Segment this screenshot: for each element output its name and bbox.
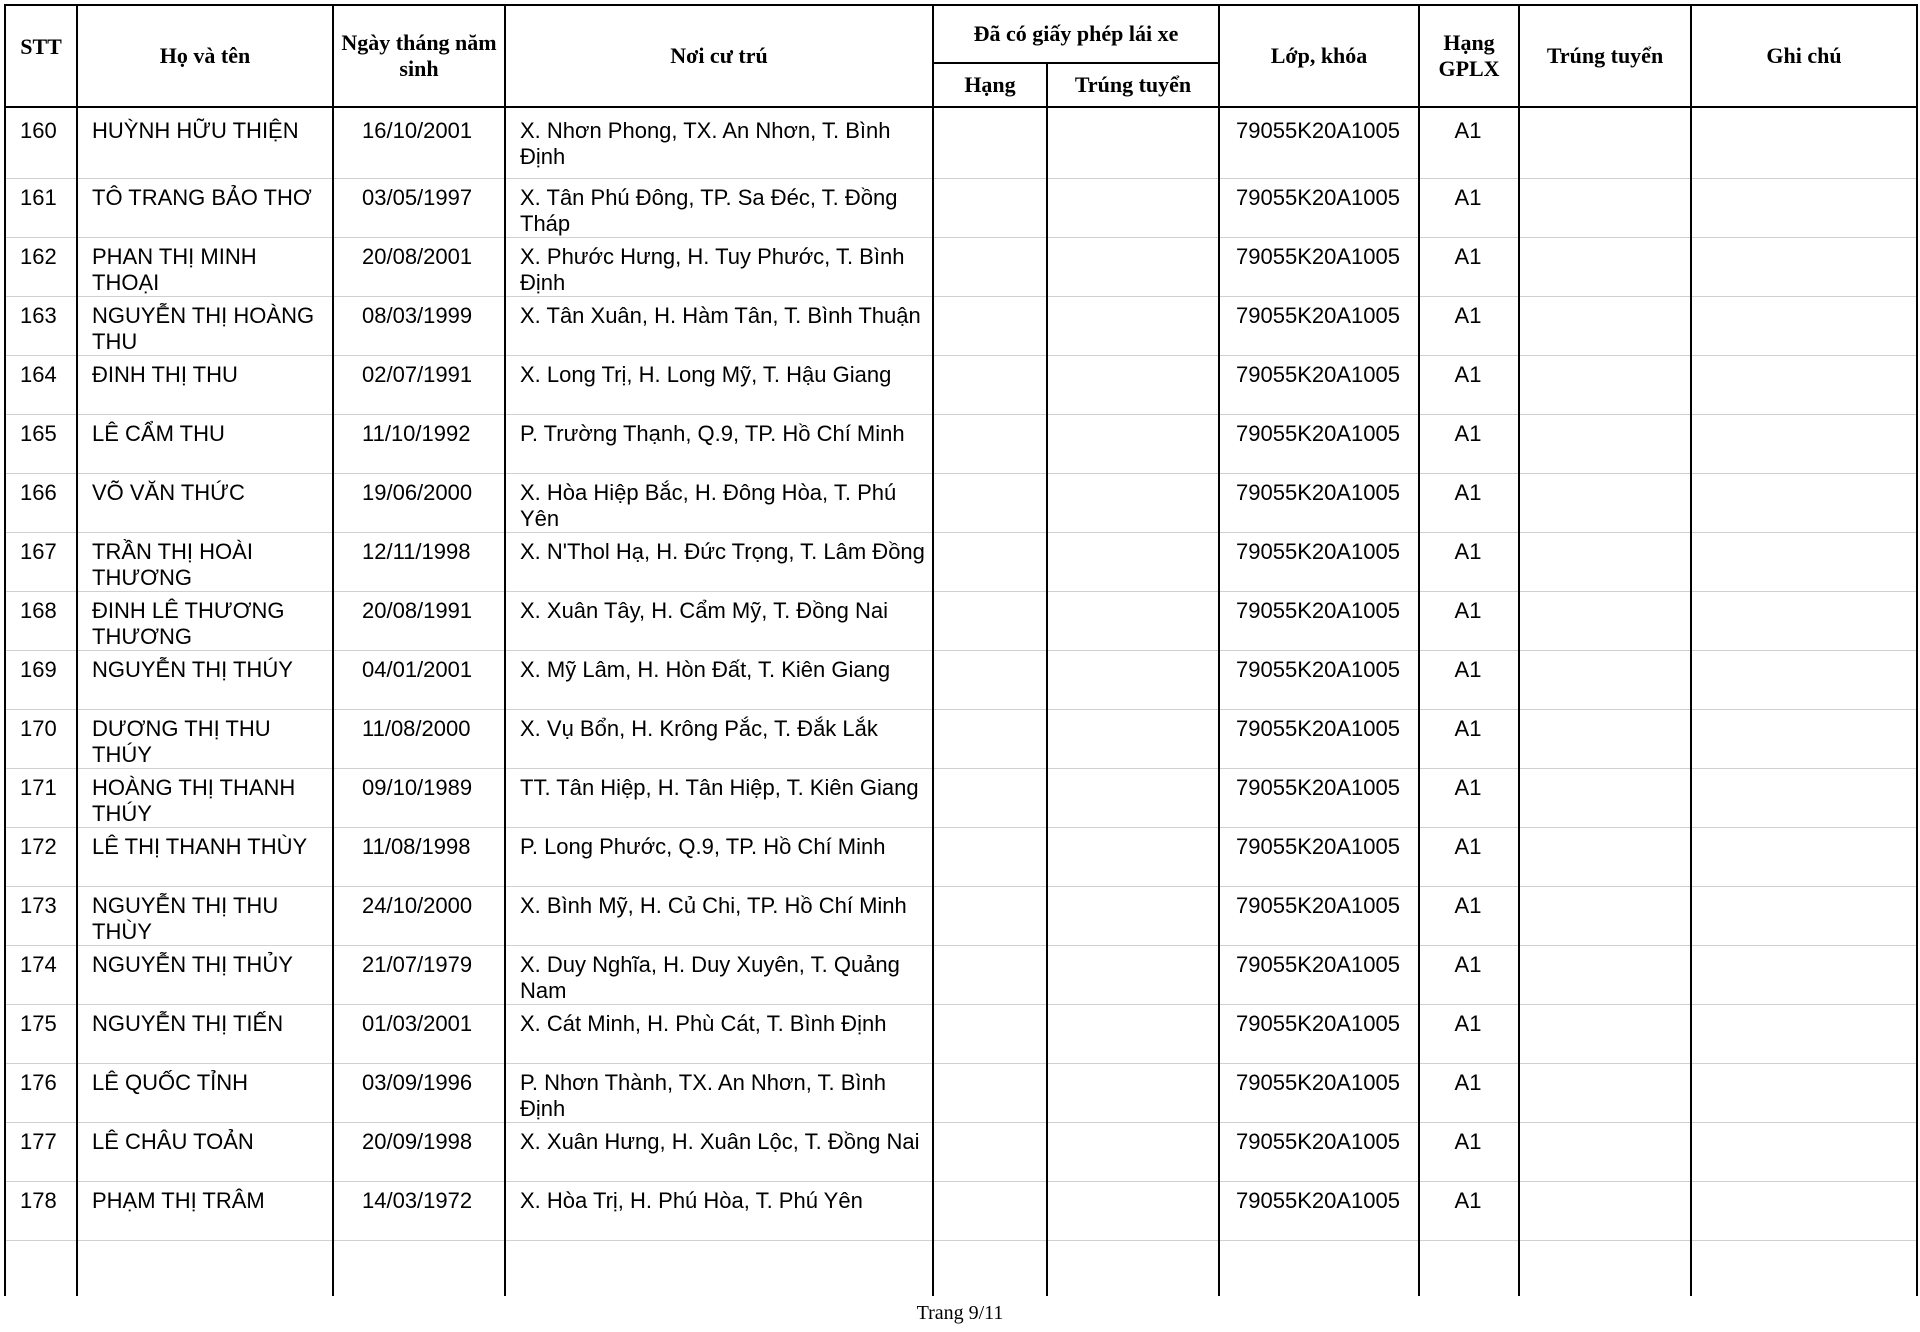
name-cell: TÔ TRANG BẢO THƠ xyxy=(77,178,333,237)
table-row xyxy=(5,107,1917,178)
note-cell xyxy=(1691,178,1917,237)
passed-cell xyxy=(1519,414,1691,473)
gplx-cell: A1 xyxy=(1419,827,1519,886)
license-passed-cell xyxy=(1047,768,1219,827)
stt-cell: 171 xyxy=(5,768,77,827)
table-row xyxy=(5,237,1917,296)
passed-cell xyxy=(1519,1181,1691,1240)
name-cell: ĐINH THỊ THU xyxy=(77,355,333,414)
residence-cell: X. Nhơn Phong, TX. An Nhơn, T. Bình Định xyxy=(505,107,933,178)
empty-row xyxy=(5,1240,1917,1296)
residence-cell: X. Cát Minh, H. Phù Cát, T. Bình Định xyxy=(505,1004,933,1063)
name-cell: DƯƠNG THỊ THU THÚY xyxy=(77,709,333,768)
license-rank-cell xyxy=(933,1181,1047,1240)
empty-cell xyxy=(1047,1240,1219,1296)
note-cell xyxy=(1691,768,1917,827)
class-cell: 79055K20A1005 xyxy=(1219,886,1419,945)
stt-cell: 170 xyxy=(5,709,77,768)
passed-cell xyxy=(1519,178,1691,237)
license-rank-cell xyxy=(933,107,1047,178)
table-row xyxy=(5,591,1917,650)
class-cell: 79055K20A1005 xyxy=(1219,355,1419,414)
dob-cell: 21/07/1979 xyxy=(333,945,505,1004)
class-cell: 79055K20A1005 xyxy=(1219,945,1419,1004)
table-row xyxy=(5,1181,1917,1240)
name-cell: NGUYỄN THỊ THÚY xyxy=(77,650,333,709)
gplx-cell: A1 xyxy=(1419,414,1519,473)
gplx-cell: A1 xyxy=(1419,591,1519,650)
stt-cell: 174 xyxy=(5,945,77,1004)
class-cell: 79055K20A1005 xyxy=(1219,296,1419,355)
passed-cell xyxy=(1519,473,1691,532)
license-passed-cell xyxy=(1047,414,1219,473)
passed-cell xyxy=(1519,1004,1691,1063)
residence-cell: TT. Tân Hiệp, H. Tân Hiệp, T. Kiên Giang xyxy=(505,768,933,827)
residence-cell: X. Vụ Bổn, H. Krông Pắc, T. Đắk Lắk xyxy=(505,709,933,768)
table-row xyxy=(5,414,1917,473)
dob-cell: 14/03/1972 xyxy=(333,1181,505,1240)
class-cell: 79055K20A1005 xyxy=(1219,650,1419,709)
license-rank-cell xyxy=(933,591,1047,650)
empty-cell xyxy=(333,1240,505,1296)
license-passed-cell xyxy=(1047,1181,1219,1240)
license-passed-cell xyxy=(1047,107,1219,178)
roster-table xyxy=(4,4,1918,1296)
license-rank-cell xyxy=(933,414,1047,473)
license-passed-cell xyxy=(1047,296,1219,355)
gplx-cell: A1 xyxy=(1419,473,1519,532)
table-row xyxy=(5,355,1917,414)
table-row xyxy=(5,886,1917,945)
dob-cell: 04/01/2001 xyxy=(333,650,505,709)
license-rank-cell xyxy=(933,768,1047,827)
note-cell xyxy=(1691,709,1917,768)
class-cell: 79055K20A1005 xyxy=(1219,237,1419,296)
name-cell: PHẠM THỊ TRÂM xyxy=(77,1181,333,1240)
stt-cell: 161 xyxy=(5,178,77,237)
gplx-cell: A1 xyxy=(1419,355,1519,414)
class-cell: 79055K20A1005 xyxy=(1219,768,1419,827)
stt-cell: 165 xyxy=(5,414,77,473)
stt-cell: 167 xyxy=(5,532,77,591)
empty-cell xyxy=(1419,1240,1519,1296)
residence-cell: X. Xuân Tây, H. Cẩm Mỹ, T. Đồng Nai xyxy=(505,591,933,650)
license-rank-cell xyxy=(933,1004,1047,1063)
license-passed-cell xyxy=(1047,827,1219,886)
residence-cell: P. Nhơn Thành, TX. An Nhơn, T. Bình Định xyxy=(505,1063,933,1122)
residence-cell: X. Tân Phú Đông, TP. Sa Đéc, T. Đồng Tháp xyxy=(505,178,933,237)
dob-cell: 20/09/1998 xyxy=(333,1122,505,1181)
stt-cell: 176 xyxy=(5,1063,77,1122)
gplx-cell: A1 xyxy=(1419,178,1519,237)
residence-cell: X. Long Trị, H. Long Mỹ, T. Hậu Giang xyxy=(505,355,933,414)
header-license-passed: Trúng tuyển xyxy=(1047,63,1219,107)
class-cell: 79055K20A1005 xyxy=(1219,532,1419,591)
license-rank-cell xyxy=(933,945,1047,1004)
header-note: Ghi chú xyxy=(1691,5,1917,107)
gplx-cell: A1 xyxy=(1419,532,1519,591)
class-cell: 79055K20A1005 xyxy=(1219,591,1419,650)
license-rank-cell xyxy=(933,1122,1047,1181)
table-row xyxy=(5,1063,1917,1122)
residence-cell: X. Phước Hưng, H. Tuy Phước, T. Bình Định xyxy=(505,237,933,296)
residence-cell: X. Tân Xuân, H. Hàm Tân, T. Bình Thuận xyxy=(505,296,933,355)
residence-cell: X. Bình Mỹ, H. Củ Chi, TP. Hồ Chí Minh xyxy=(505,886,933,945)
stt-cell: 166 xyxy=(5,473,77,532)
dob-cell: 20/08/1991 xyxy=(333,591,505,650)
stt-cell: 177 xyxy=(5,1122,77,1181)
table-row xyxy=(5,827,1917,886)
license-passed-cell xyxy=(1047,1122,1219,1181)
license-passed-cell xyxy=(1047,591,1219,650)
class-cell: 79055K20A1005 xyxy=(1219,1063,1419,1122)
license-passed-cell xyxy=(1047,532,1219,591)
name-cell: TRẦN THỊ HOÀI THƯƠNG xyxy=(77,532,333,591)
class-cell: 79055K20A1005 xyxy=(1219,107,1419,178)
name-cell: LÊ CẨM THU xyxy=(77,414,333,473)
name-cell: NGUYỄN THỊ THỦY xyxy=(77,945,333,1004)
table-row xyxy=(5,709,1917,768)
name-cell: NGUYỄN THỊ THU THÙY xyxy=(77,886,333,945)
license-passed-cell xyxy=(1047,355,1219,414)
residence-cell: X. N'Thol Hạ, H. Đức Trọng, T. Lâm Đồng xyxy=(505,532,933,591)
passed-cell xyxy=(1519,768,1691,827)
table-row xyxy=(5,945,1917,1004)
license-passed-cell xyxy=(1047,237,1219,296)
table-row xyxy=(5,1004,1917,1063)
name-cell: ĐINH LÊ THƯƠNG THƯƠNG xyxy=(77,591,333,650)
empty-cell xyxy=(933,1240,1047,1296)
license-passed-cell xyxy=(1047,1063,1219,1122)
page-number: Trang 9/11 xyxy=(916,1302,1004,1324)
license-passed-cell xyxy=(1047,473,1219,532)
license-passed-cell xyxy=(1047,1004,1219,1063)
passed-cell xyxy=(1519,532,1691,591)
passed-cell xyxy=(1519,355,1691,414)
header-residence: Nơi cư trú xyxy=(505,5,933,107)
table-row xyxy=(5,473,1917,532)
empty-cell xyxy=(505,1240,933,1296)
passed-cell xyxy=(1519,296,1691,355)
note-cell xyxy=(1691,296,1917,355)
note-cell xyxy=(1691,1004,1917,1063)
license-rank-cell xyxy=(933,355,1047,414)
residence-cell: P. Trường Thạnh, Q.9, TP. Hồ Chí Minh xyxy=(505,414,933,473)
header-license-group: Đã có giấy phép lái xe xyxy=(933,5,1219,63)
note-cell xyxy=(1691,414,1917,473)
name-cell: PHAN THỊ MINH THOẠI xyxy=(77,237,333,296)
stt-cell: 173 xyxy=(5,886,77,945)
license-rank-cell xyxy=(933,827,1047,886)
passed-cell xyxy=(1519,1063,1691,1122)
license-passed-cell xyxy=(1047,945,1219,1004)
empty-cell xyxy=(1219,1240,1419,1296)
table-row xyxy=(5,296,1917,355)
table-header xyxy=(5,5,1917,107)
name-cell: HUỲNH HỮU THIỆN xyxy=(77,107,333,178)
dob-cell: 11/10/1992 xyxy=(333,414,505,473)
dob-cell: 03/09/1996 xyxy=(333,1063,505,1122)
stt-cell: 178 xyxy=(5,1181,77,1240)
note-cell xyxy=(1691,591,1917,650)
note-cell xyxy=(1691,532,1917,591)
license-rank-cell xyxy=(933,237,1047,296)
passed-cell xyxy=(1519,650,1691,709)
name-cell: LÊ THỊ THANH THÙY xyxy=(77,827,333,886)
residence-cell: X. Xuân Hưng, H. Xuân Lộc, T. Đồng Nai xyxy=(505,1122,933,1181)
license-passed-cell xyxy=(1047,178,1219,237)
table-row xyxy=(5,532,1917,591)
residence-cell: X. Mỹ Lâm, H. Hòn Đất, T. Kiên Giang xyxy=(505,650,933,709)
license-passed-cell xyxy=(1047,709,1219,768)
gplx-cell: A1 xyxy=(1419,237,1519,296)
dob-cell: 19/06/2000 xyxy=(333,473,505,532)
class-cell: 79055K20A1005 xyxy=(1219,473,1419,532)
note-cell xyxy=(1691,1181,1917,1240)
dob-cell: 11/08/1998 xyxy=(333,827,505,886)
license-rank-cell xyxy=(933,709,1047,768)
passed-cell xyxy=(1519,591,1691,650)
gplx-cell: A1 xyxy=(1419,1122,1519,1181)
name-cell: NGUYỄN THỊ HOÀNG THU xyxy=(77,296,333,355)
passed-cell xyxy=(1519,709,1691,768)
note-cell xyxy=(1691,107,1917,178)
note-cell xyxy=(1691,473,1917,532)
license-rank-cell xyxy=(933,1063,1047,1122)
stt-cell: 172 xyxy=(5,827,77,886)
header-stt: STT xyxy=(5,5,77,107)
stt-cell: 162 xyxy=(5,237,77,296)
passed-cell xyxy=(1519,107,1691,178)
gplx-cell: A1 xyxy=(1419,709,1519,768)
license-rank-cell xyxy=(933,886,1047,945)
gplx-cell: A1 xyxy=(1419,296,1519,355)
header-name: Họ và tên xyxy=(77,5,333,107)
license-rank-cell xyxy=(933,473,1047,532)
license-rank-cell xyxy=(933,178,1047,237)
license-passed-cell xyxy=(1047,886,1219,945)
dob-cell: 01/03/2001 xyxy=(333,1004,505,1063)
gplx-cell: A1 xyxy=(1419,945,1519,1004)
note-cell xyxy=(1691,237,1917,296)
gplx-cell: A1 xyxy=(1419,1063,1519,1122)
dob-cell: 20/08/2001 xyxy=(333,237,505,296)
table-row xyxy=(5,1122,1917,1181)
empty-cell xyxy=(77,1240,333,1296)
note-cell xyxy=(1691,945,1917,1004)
name-cell: LÊ QUỐC TỈNH xyxy=(77,1063,333,1122)
license-passed-cell xyxy=(1047,650,1219,709)
header-gplx: Hạng GPLX xyxy=(1419,5,1519,107)
gplx-cell: A1 xyxy=(1419,107,1519,178)
gplx-cell: A1 xyxy=(1419,650,1519,709)
header-license-rank: Hạng xyxy=(933,63,1047,107)
license-rank-cell xyxy=(933,532,1047,591)
class-cell: 79055K20A1005 xyxy=(1219,827,1419,886)
dob-cell: 12/11/1998 xyxy=(333,532,505,591)
gplx-cell: A1 xyxy=(1419,1181,1519,1240)
note-cell xyxy=(1691,1122,1917,1181)
stt-cell: 160 xyxy=(5,107,77,178)
dob-cell: 11/08/2000 xyxy=(333,709,505,768)
class-cell: 79055K20A1005 xyxy=(1219,178,1419,237)
note-cell xyxy=(1691,886,1917,945)
passed-cell xyxy=(1519,237,1691,296)
class-cell: 79055K20A1005 xyxy=(1219,709,1419,768)
license-rank-cell xyxy=(933,296,1047,355)
gplx-cell: A1 xyxy=(1419,886,1519,945)
class-cell: 79055K20A1005 xyxy=(1219,414,1419,473)
table-row xyxy=(5,650,1917,709)
empty-cell xyxy=(1691,1240,1917,1296)
passed-cell xyxy=(1519,945,1691,1004)
residence-cell: X. Hòa Hiệp Bắc, H. Đông Hòa, T. Phú Yên xyxy=(505,473,933,532)
dob-cell: 24/10/2000 xyxy=(333,886,505,945)
passed-cell xyxy=(1519,886,1691,945)
residence-cell: X. Hòa Trị, H. Phú Hòa, T. Phú Yên xyxy=(505,1181,933,1240)
stt-cell: 175 xyxy=(5,1004,77,1063)
table-row xyxy=(5,768,1917,827)
license-rank-cell xyxy=(933,650,1047,709)
class-cell: 79055K20A1005 xyxy=(1219,1122,1419,1181)
gplx-cell: A1 xyxy=(1419,768,1519,827)
name-cell: HOÀNG THỊ THANH THÚY xyxy=(77,768,333,827)
empty-cell xyxy=(5,1240,77,1296)
class-cell: 79055K20A1005 xyxy=(1219,1181,1419,1240)
dob-cell: 09/10/1989 xyxy=(333,768,505,827)
note-cell xyxy=(1691,1063,1917,1122)
passed-cell xyxy=(1519,827,1691,886)
class-cell: 79055K20A1005 xyxy=(1219,1004,1419,1063)
header-class: Lớp, khóa xyxy=(1219,5,1419,107)
note-cell xyxy=(1691,650,1917,709)
dob-cell: 16/10/2001 xyxy=(333,107,505,178)
stt-cell: 163 xyxy=(5,296,77,355)
residence-cell: X. Duy Nghĩa, H. Duy Xuyên, T. Quảng Nam xyxy=(505,945,933,1004)
name-cell: LÊ CHÂU TOẢN xyxy=(77,1122,333,1181)
empty-cell xyxy=(1519,1240,1691,1296)
note-cell xyxy=(1691,827,1917,886)
table-row xyxy=(5,178,1917,237)
header-passed: Trúng tuyển xyxy=(1519,5,1691,107)
header-dob: Ngày tháng năm sinh xyxy=(333,5,505,107)
stt-cell: 164 xyxy=(5,355,77,414)
dob-cell: 03/05/1997 xyxy=(333,178,505,237)
table-body xyxy=(5,107,1917,1296)
dob-cell: 08/03/1999 xyxy=(333,296,505,355)
dob-cell: 02/07/1991 xyxy=(333,355,505,414)
passed-cell xyxy=(1519,1122,1691,1181)
stt-cell: 168 xyxy=(5,591,77,650)
name-cell: NGUYỄN THỊ TIẾN xyxy=(77,1004,333,1063)
gplx-cell: A1 xyxy=(1419,1004,1519,1063)
stt-cell: 169 xyxy=(5,650,77,709)
residence-cell: P. Long Phước, Q.9, TP. Hồ Chí Minh xyxy=(505,827,933,886)
note-cell xyxy=(1691,355,1917,414)
name-cell: VÕ VĂN THỨC xyxy=(77,473,333,532)
